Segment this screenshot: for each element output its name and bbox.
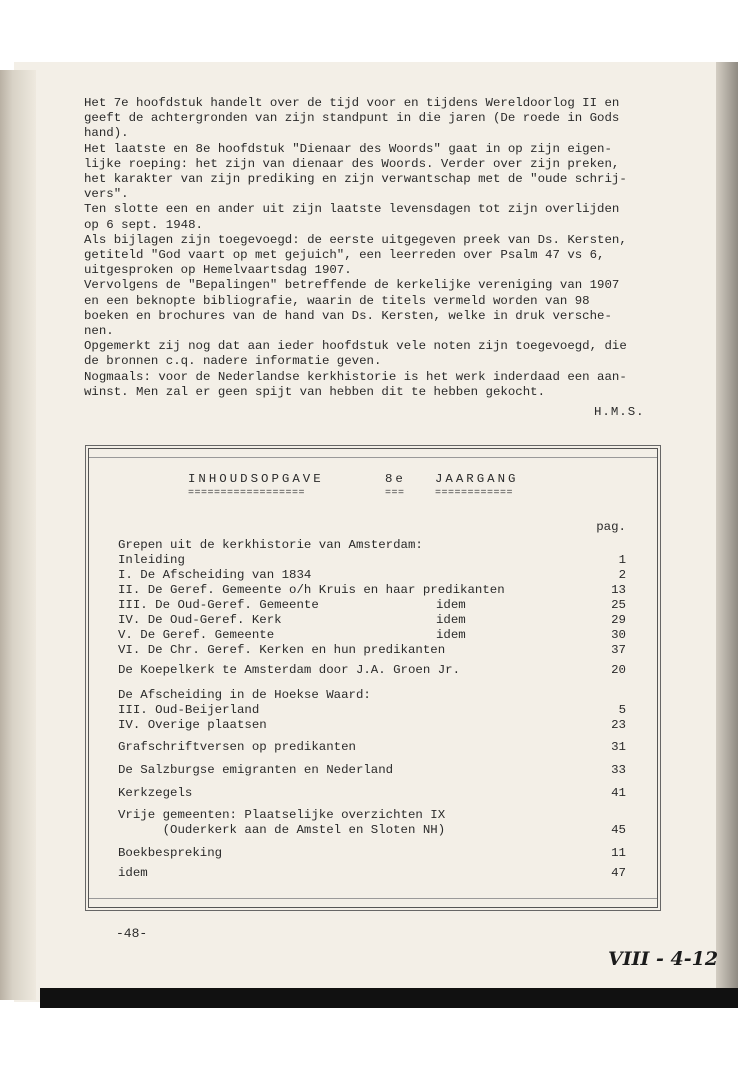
toc-entry-page: 33 xyxy=(611,763,626,777)
toc-entry-title: VI. De Chr. Geref. Kerken en hun predikanten xyxy=(118,643,446,657)
toc-entry-page: 29 xyxy=(611,613,626,627)
toc-entry-page: 1 xyxy=(618,553,626,567)
toc-entry-note: idem xyxy=(436,613,466,627)
toc-underline-1: ================== xyxy=(188,488,306,499)
page-number: -48- xyxy=(116,926,148,941)
toc-entry-title: Boekbespreking xyxy=(118,846,223,860)
toc-entry-title: I. De Afscheiding van 1834 xyxy=(118,568,312,582)
toc-entry-page: 41 xyxy=(611,786,626,800)
toc-title: INHOUDSOPGAVE xyxy=(188,472,324,486)
toc-entry-page: 23 xyxy=(611,718,626,732)
toc-underline-2: === xyxy=(385,488,405,499)
toc-entry-title: II. De Geref. Gemeente o/h Kruis en haar predikanten xyxy=(118,583,505,597)
toc-entry-title: Kerkzegels xyxy=(118,786,193,800)
toc-entry-page: 30 xyxy=(611,628,626,642)
toc-entry-title: V. De Geref. Gemeente xyxy=(118,628,275,642)
toc-entry-title: Inleiding xyxy=(118,553,185,567)
toc-entry-page: 13 xyxy=(611,583,626,597)
handwritten-note: VIII - 4-12 xyxy=(608,948,719,970)
toc-entry-title: Vrije gemeenten: Plaatselijke overzichten IX xyxy=(118,808,446,822)
toc-entry-page: 31 xyxy=(611,740,626,754)
toc-entry-page: 45 xyxy=(611,823,626,837)
toc-entry-page: 2 xyxy=(618,568,626,582)
scan-border xyxy=(40,988,738,1008)
toc-entry-page: 47 xyxy=(611,866,626,880)
toc-entry-title: III. Oud-Beijerland xyxy=(118,703,260,717)
toc-entry-note: idem xyxy=(436,628,466,642)
page-edge xyxy=(716,62,738,992)
toc-entry-title: III. De Oud-Geref. Gemeente xyxy=(118,598,319,612)
table-of-contents-box xyxy=(88,448,658,908)
toc-entry-title: IV. Overige plaatsen xyxy=(118,718,267,732)
toc-entry-page: 37 xyxy=(611,643,626,657)
signature-initials: H.M.S. xyxy=(594,405,645,419)
toc-entry-page: 20 xyxy=(611,663,626,677)
toc-underline-3: ============ xyxy=(435,488,514,499)
toc-entry-title: (Ouderkerk aan de Amstel en Sloten NH) xyxy=(118,823,446,837)
toc-entry-page: 11 xyxy=(611,846,626,860)
toc-entry-page: 5 xyxy=(618,703,626,717)
toc-entry-note: idem xyxy=(436,598,466,612)
toc-entry-title: Grafschriftversen op predikanten xyxy=(118,740,356,754)
toc-entry-page: 25 xyxy=(611,598,626,612)
book-spine-shadow xyxy=(0,70,36,1000)
review-text: Het 7e hoofdstuk handelt over de tijd voor en tijdens Wereldoorlog II en geeft de achtergronden van zijn standpunt in die jaren (De roede in Gods hand). Het laatste en 8e hoofdstuk "Dienaar des Woords" gaat in op zijn eigen- lijke roeping: het zijn van dienaar des Woords. Verder over zijn preken, het karakter van zijn prediking en zijn verwantschap met de "oude schrij- vers". Ten slotte een en ander uit zijn laatste levensdagen tot zijn overlijden op 6 sept. 1948. Als bijlagen zijn toegevoegd: de eerste uitgegeven preek van Ds. Kersten, getiteld "God vaart op met gejuich", een leerreden over Psalm 47 vs 6, uitgesproken op Hemelvaartsdag 1907. Vervolgens de "Bepalingen" betreffende de kerkelijke vereniging van 1907 en een beknopte bibliografie, waarin de titels vermeld worden van 98 boeken en brochures van de hand van Ds. Kersten, welke in druk versche- nen. Opgemerkt zij nog dat aan ieder hoofdstuk vele noten zijn toegevoegd, die de bronnen c.q. nadere informatie geven. Nogmaals: voor de Nederlandse kerkhistorie is het werk inderdaad een aan- winst. Men zal er geen spijt van hebben dit te hebben gekocht. xyxy=(84,96,627,399)
toc-entry-title: De Afscheiding in de Hoekse Waard: xyxy=(118,688,371,702)
toc-entry-title: De Koepelkerk te Amsterdam door J.A. Groen Jr. xyxy=(118,663,461,677)
toc-entry-title: De Salzburgse emigranten en Nederland xyxy=(118,763,394,777)
toc-entry-title: Grepen uit de kerkhistorie van Amsterdam: xyxy=(118,538,423,552)
toc-entry-title: IV. De Oud-Geref. Kerk xyxy=(118,613,282,627)
toc-volume: 8e xyxy=(385,472,406,486)
toc-entry-title: idem xyxy=(118,866,148,880)
toc-year-label: JAARGANG xyxy=(435,472,519,486)
toc-pag-label: pag. xyxy=(596,520,626,534)
